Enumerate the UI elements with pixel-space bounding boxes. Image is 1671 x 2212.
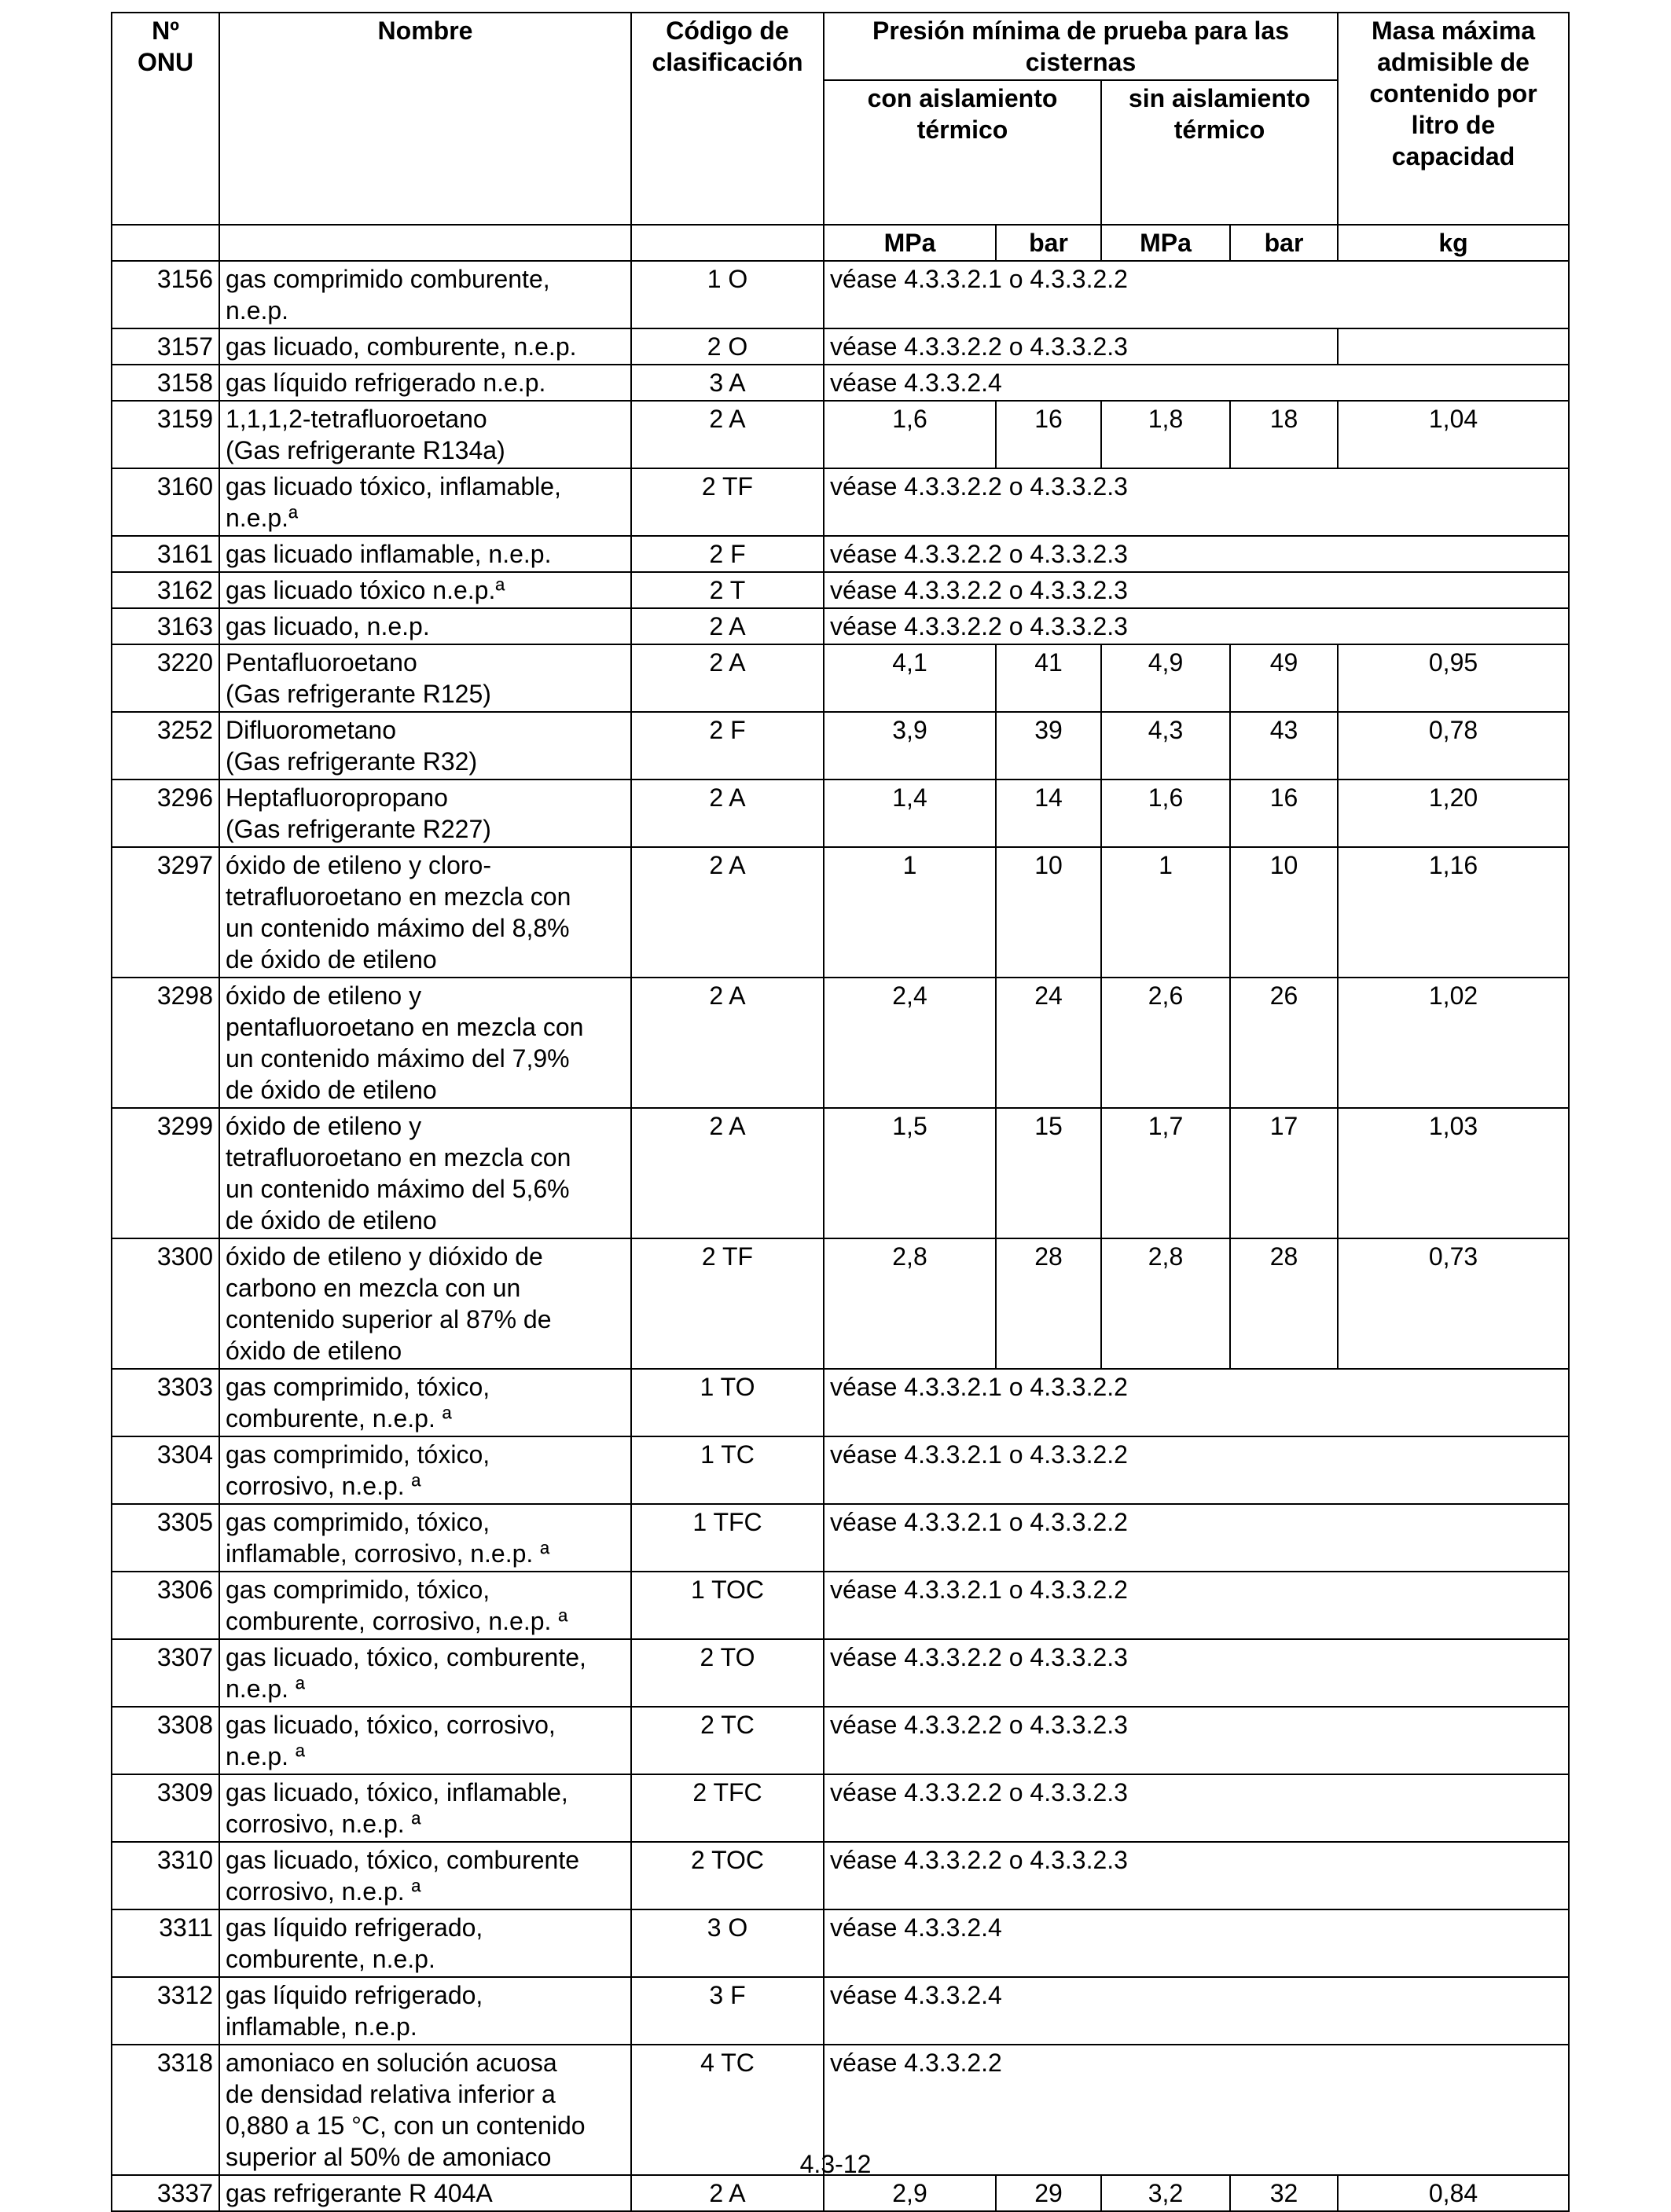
cell-classification-code: 2 A [631,2175,824,2211]
cell-max-mass: 1,20 [1338,780,1569,847]
cell-bar-without: 16 [1230,780,1338,847]
table-row [112,1504,1569,1572]
cell-see-reference: véase 4.3.3.2.2 o 4.3.3.2.3 [824,1707,1569,1774]
table-row [112,608,1569,644]
cell-classification-code: 2 F [631,536,824,572]
cell-onu-number: 3308 [112,1707,219,1774]
cell-classification-code: 3 A [631,365,824,401]
cell-mpa-without: 2,6 [1101,978,1230,1108]
cell-classification-code: 2 TF [631,1238,824,1369]
cell-bar-without: 49 [1230,644,1338,712]
unit-mpa-without: MPa [1101,225,1230,261]
cell-mpa-with: 1,5 [824,1108,996,1238]
header-pressure-label: Presión mínima de prueba para las cisternas [872,17,1289,76]
cell-see-reference: véase 4.3.3.2.2 o 4.3.3.2.3 [824,1842,1569,1909]
cell-see-reference: véase 4.3.3.2.2 o 4.3.3.2.3 [824,468,1569,536]
cell-mpa-with: 2,9 [824,2175,996,2211]
header-onu-unit-spacer [112,225,219,261]
cell-mpa-with: 2,4 [824,978,996,1108]
cell-mpa-with: 1,6 [824,401,996,468]
cell-bar-without: 32 [1230,2175,1338,2211]
cell-empty [1338,328,1569,365]
cell-bar-without: 43 [1230,712,1338,780]
cell-max-mass: 0,84 [1338,2175,1569,2211]
cell-bar-without: 10 [1230,847,1338,978]
cell-mpa-without: 1 [1101,847,1230,978]
header-name-unit-spacer [219,225,631,261]
header-onu-label: Nº ONU [137,17,194,76]
cell-classification-code: 2 TF [631,468,824,536]
cell-mpa-without: 1,7 [1101,1108,1230,1238]
cell-onu-number: 3306 [112,1572,219,1639]
cell-name: óxido de etileno y tetrafluoroetano en mezcla con un contenido máximo del 5,6% de óxido de etileno [219,1108,631,1238]
cell-classification-code: 1 TOC [631,1572,824,1639]
table-row [112,401,1569,468]
cell-name: óxido de etileno y dióxido de carbono en mezcla con un contenido superior al 87% de óxido de etileno [219,1238,631,1369]
table-row [112,468,1569,536]
table-row [112,1909,1569,1977]
cell-onu-number: 3252 [112,712,219,780]
cell-bar-with: 14 [996,780,1101,847]
table-row [112,847,1569,978]
cell-bar-without: 26 [1230,978,1338,1108]
cell-see-reference: véase 4.3.3.2.2 o 4.3.3.2.3 [824,536,1569,572]
cell-onu-number: 3160 [112,468,219,536]
cell-classification-code: 2 A [631,780,824,847]
header-without-insulation [1101,80,1338,225]
cell-classification-code: 2 TO [631,1639,824,1707]
header-name [219,13,631,225]
cell-see-reference: véase 4.3.3.2.1 o 4.3.3.2.2 [824,261,1569,328]
cell-onu-number: 3309 [112,1774,219,1842]
header-classification [631,13,824,225]
cell-name: gas licuado, tóxico, comburente corrosivo, n.e.p. ª [219,1842,631,1909]
cell-onu-number: 3307 [112,1639,219,1707]
cell-classification-code: 2 TC [631,1707,824,1774]
table-row [112,1238,1569,1369]
cell-classification-code: 2 T [631,572,824,608]
cell-bar-with: 41 [996,644,1101,712]
cell-mpa-with: 3,9 [824,712,996,780]
cell-onu-number: 3156 [112,261,219,328]
cell-mpa-without: 4,9 [1101,644,1230,712]
cell-mpa-with: 1 [824,847,996,978]
cell-max-mass: 0,95 [1338,644,1569,712]
cell-mpa-without: 4,3 [1101,712,1230,780]
cell-mpa-with: 1,4 [824,780,996,847]
header-onu [112,13,219,225]
header-name-label: Nombre [377,17,473,45]
cell-see-reference: véase 4.3.3.2.2 o 4.3.3.2.3 [824,328,1338,365]
cell-name: óxido de etileno y cloro- tetrafluoroetano en mezcla con un contenido máximo del 8,8% de óxido de etileno [219,847,631,978]
cell-see-reference: véase 4.3.3.2.2 o 4.3.3.2.3 [824,1774,1569,1842]
cell-see-reference: véase 4.3.3.2.4 [824,1977,1569,2045]
table-row [112,978,1569,1108]
cell-bar-without: 17 [1230,1108,1338,1238]
unit-mpa-with: MPa [824,225,996,261]
table-row [112,1707,1569,1774]
cell-see-reference: véase 4.3.3.2.2 o 4.3.3.2.3 [824,608,1569,644]
header-max-mass-label: Masa máxima admisible de contenido por litro de capacidad [1369,17,1537,171]
table-row [112,1774,1569,1842]
cell-onu-number: 3162 [112,572,219,608]
unit-bar-with: bar [996,225,1101,261]
cell-classification-code: 2 F [631,712,824,780]
cell-name: gas licuado, n.e.p. [219,608,631,644]
cell-see-reference: véase 4.3.3.2.2 [824,2045,1569,2175]
cell-see-reference: véase 4.3.3.2.2 o 4.3.3.2.3 [824,1639,1569,1707]
cell-classification-code: 2 O [631,328,824,365]
cell-name: gas licuado, tóxico, comburente, n.e.p. ª [219,1639,631,1707]
table-row [112,328,1569,365]
cell-see-reference: véase 4.3.3.2.4 [824,1909,1569,1977]
cell-classification-code: 2 A [631,847,824,978]
header-classification-label: Código de clasificación [652,17,803,76]
cell-onu-number: 3312 [112,1977,219,2045]
cell-onu-number: 3298 [112,978,219,1108]
cell-name: Difluorometano (Gas refrigerante R32) [219,712,631,780]
cell-name: gas comprimido, tóxico, inflamable, corrosivo, n.e.p. ª [219,1504,631,1572]
table-row [112,780,1569,847]
cell-classification-code: 4 TC [631,2045,824,2175]
cell-name: gas comprimido, tóxico, corrosivo, n.e.p. ª [219,1436,631,1504]
cell-name: Heptafluoropropano (Gas refrigerante R227) [219,780,631,847]
cell-onu-number: 3299 [112,1108,219,1238]
table-row [112,644,1569,712]
cell-classification-code: 2 A [631,978,824,1108]
cell-classification-code: 2 A [631,1108,824,1238]
cell-classification-code: 1 TC [631,1436,824,1504]
cell-name: gas comprimido, tóxico, comburente, n.e.p. ª [219,1369,631,1436]
cell-onu-number: 3318 [112,2045,219,2175]
table-row [112,1108,1569,1238]
cell-onu-number: 3158 [112,365,219,401]
cell-name: gas comprimido comburente, n.e.p. [219,261,631,328]
header-with-insulation [824,80,1101,225]
cell-classification-code: 1 TO [631,1369,824,1436]
cell-name: amoniaco en solución acuosa de densidad relativa inferior a 0,880 a 15 °C, con un contenido superior al 50% de amoniaco [219,2045,631,2175]
cell-bar-with: 28 [996,1238,1101,1369]
table-row [112,1842,1569,1909]
table-row [112,1639,1569,1707]
cell-classification-code: 3 F [631,1977,824,2045]
cell-onu-number: 3310 [112,1842,219,1909]
cell-onu-number: 3159 [112,401,219,468]
table-row [112,1977,1569,2045]
cell-name: Pentafluoroetano (Gas refrigerante R125) [219,644,631,712]
cell-classification-code: 2 TFC [631,1774,824,1842]
cell-max-mass: 1,02 [1338,978,1569,1108]
cell-name: gas licuado tóxico n.e.p.ª [219,572,631,608]
cell-bar-with: 10 [996,847,1101,978]
cell-name: gas líquido refrigerado, inflamable, n.e.p. [219,1977,631,2045]
cell-see-reference: véase 4.3.3.2.1 o 4.3.3.2.2 [824,1504,1569,1572]
cell-mpa-without: 1,8 [1101,401,1230,468]
cell-classification-code: 2 A [631,608,824,644]
table-row [112,572,1569,608]
cell-name: gas licuado, tóxico, inflamable, corrosivo, n.e.p. ª [219,1774,631,1842]
table-row [112,536,1569,572]
table-row [112,365,1569,401]
cell-mpa-without: 1,6 [1101,780,1230,847]
cell-bar-with: 15 [996,1108,1101,1238]
table-row [112,1369,1569,1436]
cell-name: óxido de etileno y pentafluoroetano en mezcla con un contenido máximo del 7,9% de óxido de etileno [219,978,631,1108]
cell-see-reference: véase 4.3.3.2.1 o 4.3.3.2.2 [824,1369,1569,1436]
cell-see-reference: véase 4.3.3.2.4 [824,365,1569,401]
cell-max-mass: 1,16 [1338,847,1569,978]
cell-onu-number: 3337 [112,2175,219,2211]
header-without-insulation-label: sin aislamiento térmico [1128,84,1311,144]
header-with-insulation-label: con aislamiento térmico [867,84,1058,144]
table-row [112,2175,1569,2211]
cell-mpa-with: 2,8 [824,1238,996,1369]
cell-onu-number: 3163 [112,608,219,644]
header-max-mass [1338,13,1569,225]
cell-bar-with: 29 [996,2175,1101,2211]
cell-classification-code: 2 A [631,644,824,712]
cell-onu-number: 3220 [112,644,219,712]
cell-name: gas licuado, comburente, n.e.p. [219,328,631,365]
header-pressure [824,13,1338,80]
cell-see-reference: véase 4.3.3.2.1 o 4.3.3.2.2 [824,1572,1569,1639]
cell-name: 1,1,1,2-tetrafluoroetano (Gas refrigerante R134a) [219,401,631,468]
cell-bar-without: 18 [1230,401,1338,468]
table-body [112,261,1569,2211]
cell-classification-code: 3 O [631,1909,824,1977]
cell-max-mass: 1,04 [1338,401,1569,468]
cell-bar-without: 28 [1230,1238,1338,1369]
table-row [112,712,1569,780]
cell-name: gas líquido refrigerado n.e.p. [219,365,631,401]
cell-mpa-without: 2,8 [1101,1238,1230,1369]
table-row [112,1572,1569,1639]
cell-bar-with: 24 [996,978,1101,1108]
cell-classification-code: 1 O [631,261,824,328]
cell-onu-number: 3300 [112,1238,219,1369]
cell-onu-number: 3297 [112,847,219,978]
cell-bar-with: 39 [996,712,1101,780]
cell-classification-code: 1 TFC [631,1504,824,1572]
cell-onu-number: 3303 [112,1369,219,1436]
cell-max-mass: 1,03 [1338,1108,1569,1238]
cell-name: gas refrigerante R 404A [219,2175,631,2211]
cell-classification-code: 2 A [631,401,824,468]
table-row [112,261,1569,328]
cell-name: gas líquido refrigerado, comburente, n.e.p. [219,1909,631,1977]
cell-name: gas licuado tóxico, inflamable, n.e.p.ª [219,468,631,536]
cell-classification-code: 2 TOC [631,1842,824,1909]
header-class-unit-spacer [631,225,824,261]
cell-onu-number: 3311 [112,1909,219,1977]
cell-max-mass: 0,78 [1338,712,1569,780]
cell-onu-number: 3296 [112,780,219,847]
cell-max-mass: 0,73 [1338,1238,1569,1369]
cell-name: gas licuado, tóxico, corrosivo, n.e.p. ª [219,1707,631,1774]
page-number: 4.3-12 [799,2150,872,2178]
cell-see-reference: véase 4.3.3.2.2 o 4.3.3.2.3 [824,572,1569,608]
substances-table [111,12,1570,2212]
cell-mpa-with: 4,1 [824,644,996,712]
cell-mpa-without: 3,2 [1101,2175,1230,2211]
cell-name: gas licuado inflamable, n.e.p. [219,536,631,572]
table-row [112,1436,1569,1504]
cell-onu-number: 3304 [112,1436,219,1504]
cell-bar-with: 16 [996,401,1101,468]
cell-onu-number: 3305 [112,1504,219,1572]
cell-onu-number: 3157 [112,328,219,365]
unit-kg: kg [1338,225,1569,261]
cell-onu-number: 3161 [112,536,219,572]
cell-see-reference: véase 4.3.3.2.1 o 4.3.3.2.2 [824,1436,1569,1504]
cell-name: gas comprimido, tóxico, comburente, corrosivo, n.e.p. ª [219,1572,631,1639]
unit-bar-without: bar [1230,225,1338,261]
